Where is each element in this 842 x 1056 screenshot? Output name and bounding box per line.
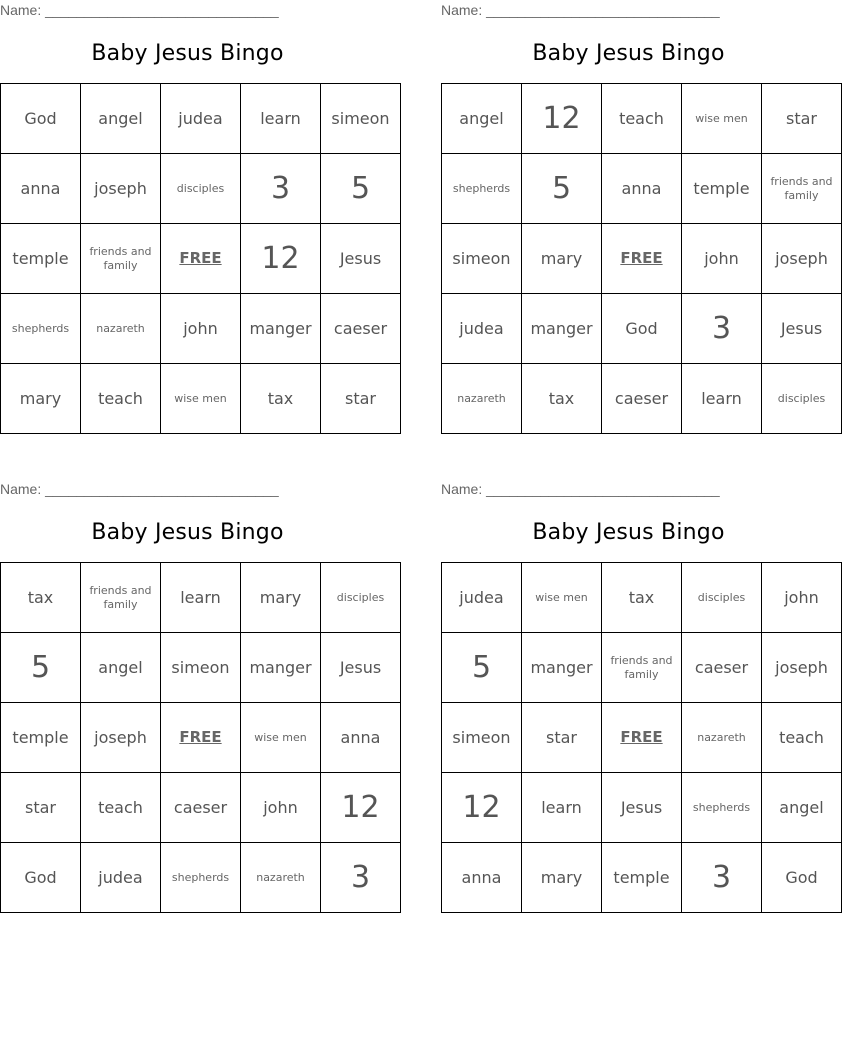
bingo-cell: manger <box>241 633 321 703</box>
grid-row <box>442 633 842 703</box>
bingo-cell: 5 <box>442 633 522 703</box>
grid-row <box>1 563 401 633</box>
bingo-cell: manger <box>522 633 602 703</box>
bingo-cell: temple <box>1 224 81 294</box>
bingo-cell: shepherds <box>1 294 81 364</box>
bingo-cell: friends and family <box>81 563 161 633</box>
bingo-cell: 12 <box>522 84 602 154</box>
bingo-cell: 12 <box>321 773 401 843</box>
bingo-cell: disciples <box>321 563 401 633</box>
bingo-cell: shepherds <box>442 154 522 224</box>
bingo-cell: friends and family <box>81 224 161 294</box>
bingo-cell: joseph <box>762 224 842 294</box>
bingo-cell: mary <box>522 224 602 294</box>
bingo-cell: manger <box>522 294 602 364</box>
grid-row <box>442 364 842 434</box>
bingo-cell: simeon <box>161 633 241 703</box>
bingo-cell: nazareth <box>442 364 522 434</box>
bingo-cell: learn <box>522 773 602 843</box>
grid-row <box>1 773 401 843</box>
grid-row <box>1 154 401 224</box>
bingo-cell: tax <box>1 563 81 633</box>
free-space-cell: FREE <box>161 703 241 773</box>
grid-row <box>442 843 842 913</box>
bingo-cell: simeon <box>442 703 522 773</box>
bingo-cell: temple <box>602 843 682 913</box>
card-title: Baby Jesus Bingo <box>532 41 725 66</box>
bingo-cell: star <box>1 773 81 843</box>
bingo-cell: star <box>321 364 401 434</box>
bingo-cell: judea <box>161 84 241 154</box>
bingo-cell: manger <box>241 294 321 364</box>
card-title: Baby Jesus Bingo <box>91 520 284 545</box>
bingo-cell: caeser <box>321 294 401 364</box>
bingo-cell: learn <box>161 563 241 633</box>
bingo-cell: simeon <box>321 84 401 154</box>
bingo-cell: 3 <box>241 154 321 224</box>
bingo-cell: caeser <box>161 773 241 843</box>
bingo-grid <box>0 562 401 913</box>
bingo-card-1 <box>0 0 390 435</box>
bingo-cell: friends and family <box>602 633 682 703</box>
bingo-cell: joseph <box>81 154 161 224</box>
bingo-cell: wise men <box>522 563 602 633</box>
grid-row <box>442 703 842 773</box>
bingo-cell: God <box>762 843 842 913</box>
name-line: Name: ______________________________ <box>441 481 720 497</box>
bingo-cell: caeser <box>682 633 762 703</box>
grid-row <box>442 84 842 154</box>
bingo-cell: mary <box>241 563 321 633</box>
bingo-cell: angel <box>762 773 842 843</box>
bingo-cell: tax <box>602 563 682 633</box>
bingo-cell: 3 <box>321 843 401 913</box>
bingo-cell: temple <box>1 703 81 773</box>
bingo-cell: shepherds <box>682 773 762 843</box>
bingo-cell: tax <box>241 364 321 434</box>
name-line: Name: ______________________________ <box>0 481 279 497</box>
grid-row <box>1 224 401 294</box>
bingo-cell: 12 <box>241 224 321 294</box>
bingo-cell: star <box>522 703 602 773</box>
bingo-grid <box>0 83 401 434</box>
bingo-cell: 5 <box>1 633 81 703</box>
bingo-cell: judea <box>442 294 522 364</box>
bingo-cell: teach <box>602 84 682 154</box>
bingo-card-3 <box>0 479 385 914</box>
bingo-cell: nazareth <box>81 294 161 364</box>
bingo-cell: tax <box>522 364 602 434</box>
grid-row <box>442 294 842 364</box>
bingo-cell: anna <box>442 843 522 913</box>
bingo-cell: wise men <box>161 364 241 434</box>
bingo-cell: anna <box>602 154 682 224</box>
grid-row <box>1 843 401 913</box>
grid-row <box>1 294 401 364</box>
name-line: Name: ______________________________ <box>441 2 720 18</box>
bingo-cell: john <box>241 773 321 843</box>
bingo-cell: mary <box>522 843 602 913</box>
bingo-cell: disciples <box>161 154 241 224</box>
bingo-card-4 <box>441 479 828 914</box>
card-title: Baby Jesus Bingo <box>91 41 284 66</box>
bingo-cell: star <box>762 84 842 154</box>
bingo-cell: angel <box>81 633 161 703</box>
bingo-cell: learn <box>682 364 762 434</box>
bingo-cell: joseph <box>762 633 842 703</box>
bingo-cell: wise men <box>241 703 321 773</box>
bingo-cell: God <box>1 843 81 913</box>
bingo-grid <box>441 562 842 913</box>
bingo-cell: friends and family <box>762 154 842 224</box>
bingo-cell: simeon <box>442 224 522 294</box>
bingo-cell: caeser <box>602 364 682 434</box>
grid-row <box>1 703 401 773</box>
bingo-cell: anna <box>321 703 401 773</box>
bingo-cell: mary <box>1 364 81 434</box>
bingo-cell: angel <box>442 84 522 154</box>
bingo-cell: Jesus <box>762 294 842 364</box>
free-space-cell: FREE <box>602 703 682 773</box>
bingo-cell: shepherds <box>161 843 241 913</box>
bingo-cell: disciples <box>762 364 842 434</box>
bingo-cell: joseph <box>81 703 161 773</box>
grid-row <box>442 224 842 294</box>
grid-row <box>1 633 401 703</box>
grid-row <box>442 563 842 633</box>
bingo-cell: God <box>602 294 682 364</box>
free-space-cell: FREE <box>161 224 241 294</box>
bingo-cell: 3 <box>682 843 762 913</box>
bingo-cell: Jesus <box>602 773 682 843</box>
bingo-cell: God <box>1 84 81 154</box>
grid-row <box>442 154 842 224</box>
grid-row <box>1 364 401 434</box>
bingo-cell: nazareth <box>241 843 321 913</box>
grid-row <box>1 84 401 154</box>
bingo-cell: Jesus <box>321 633 401 703</box>
bingo-cell: angel <box>81 84 161 154</box>
bingo-cell: teach <box>81 364 161 434</box>
card-title: Baby Jesus Bingo <box>532 520 725 545</box>
bingo-cell: nazareth <box>682 703 762 773</box>
bingo-cell: disciples <box>682 563 762 633</box>
bingo-cell: 5 <box>321 154 401 224</box>
grid-row <box>442 773 842 843</box>
name-line: Name: ______________________________ <box>0 2 279 18</box>
bingo-cell: teach <box>762 703 842 773</box>
bingo-cell: 12 <box>442 773 522 843</box>
bingo-grid <box>441 83 842 434</box>
bingo-card-2 <box>441 0 833 435</box>
bingo-cell: john <box>762 563 842 633</box>
free-space-cell: FREE <box>602 224 682 294</box>
bingo-cell: wise men <box>682 84 762 154</box>
bingo-cell: Jesus <box>321 224 401 294</box>
bingo-cell: 3 <box>682 294 762 364</box>
bingo-cell: john <box>161 294 241 364</box>
bingo-cell: learn <box>241 84 321 154</box>
bingo-cell: judea <box>442 563 522 633</box>
bingo-cell: 5 <box>522 154 602 224</box>
bingo-cell: teach <box>81 773 161 843</box>
bingo-cell: anna <box>1 154 81 224</box>
bingo-cell: judea <box>81 843 161 913</box>
bingo-cell: john <box>682 224 762 294</box>
bingo-cell: temple <box>682 154 762 224</box>
